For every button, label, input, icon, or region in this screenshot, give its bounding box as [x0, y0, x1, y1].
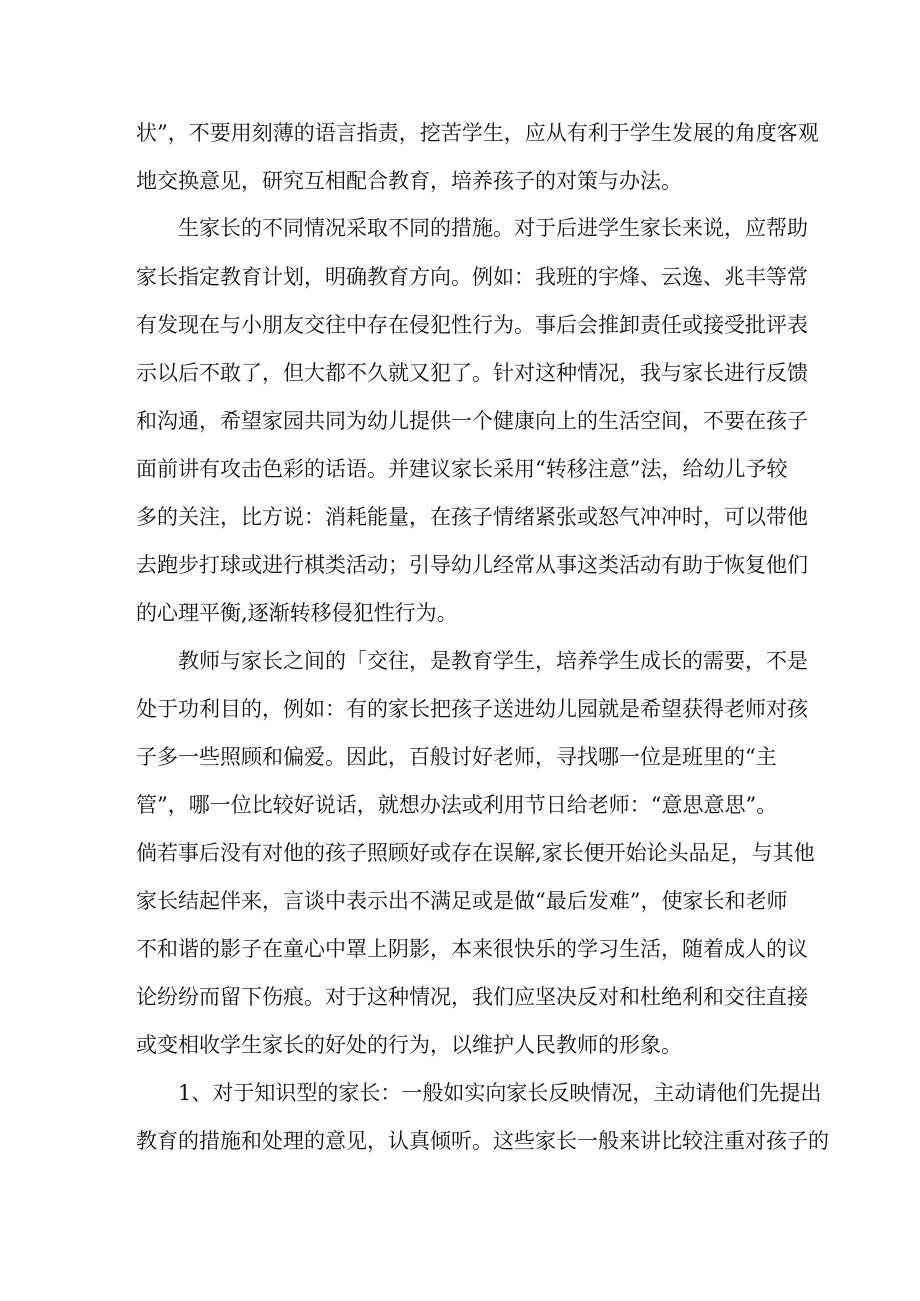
text-line: 有发现在与小朋友交往中存在侵犯性行为。事后会推卸责任或接受批评表 [136, 313, 808, 337]
text-line: 的心理平衡,逐渐转移侵犯性行为。 [136, 601, 458, 625]
text-line: 状”，不要用刻薄的语言指责，挖苦学生，应从有利于学生发展的角度客观 [136, 121, 819, 145]
text-line: 教师与家长之间的「交往，是教育学生，培养学生成长的需要，不是 [178, 649, 808, 673]
text-line: 或变相收学生家长的好处的行为，以维护人民教师的形象。 [136, 1033, 682, 1057]
text-line: 示以后不敢了，但大都不久就又犯了。针对这种情况，我与家长进行反馈 [136, 361, 808, 385]
text-line: 面前讲有攻击色彩的话语。并建议家长采用“转移注意”法，给幼儿予较 [136, 457, 788, 481]
text-line: 和沟通，希望家园共同为幼儿提供一个健康向上的生活空间，不要在孩子 [136, 409, 808, 433]
text-line: 处于功利目的，例如：有的家长把孩子送进幼儿园就是希望获得老师对孩 [136, 697, 808, 721]
text-line: 不和谐的影子在童心中罩上阴影，本来很快乐的学习生活，随着成人的议 [136, 937, 808, 961]
text-line: 地交换意见，研究互相配合教育，培养孩子的对策与办法。 [136, 169, 682, 193]
text-line: 去跑步打球或进行棋类活动；引导幼儿经常从事这类活动有助于恢复他们 [136, 553, 808, 577]
text-line: 多的关注，比方说：消耗能量，在孩子情绪紧张或怒气冲冲时，可以带他 [136, 505, 808, 529]
text-line: 论纷纷而留下伤痕。对于这种情况，我们应坚决反对和杜绝利和交往直接 [136, 985, 808, 1009]
text-line: 管”，哪一位比较好说话，就想办法或利用节日给老师：“意思意思”。 [136, 793, 778, 817]
text-line: 子多一些照顾和偏爱。因此，百般讨好老师，寻找哪一位是班里的“主 [136, 745, 777, 769]
text-line: 1、对于知识型的家长：一般如实向家长反映情况，主动请他们先提出 [178, 1081, 822, 1105]
text-line: 家长指定教育计划，明确教育方向。例如：我班的宇烽、云逸、兆丰等常 [136, 265, 808, 289]
text-line: 教育的措施和处理的意见，认真倾听。这些家长一般来讲比较注重对孩子的 [136, 1129, 829, 1153]
text-line: 家长结起伴来，言谈中表示出不满足或是做“最后发难”，使家长和老师 [136, 889, 788, 913]
text-line: 生家长的不同情况采取不同的措施。对于后进学生家长来说，应帮助 [178, 216, 808, 240]
text-line: 倘若事后没有对他的孩子照顾好或存在误解,家长便开始论头品足，与其他 [136, 841, 815, 865]
